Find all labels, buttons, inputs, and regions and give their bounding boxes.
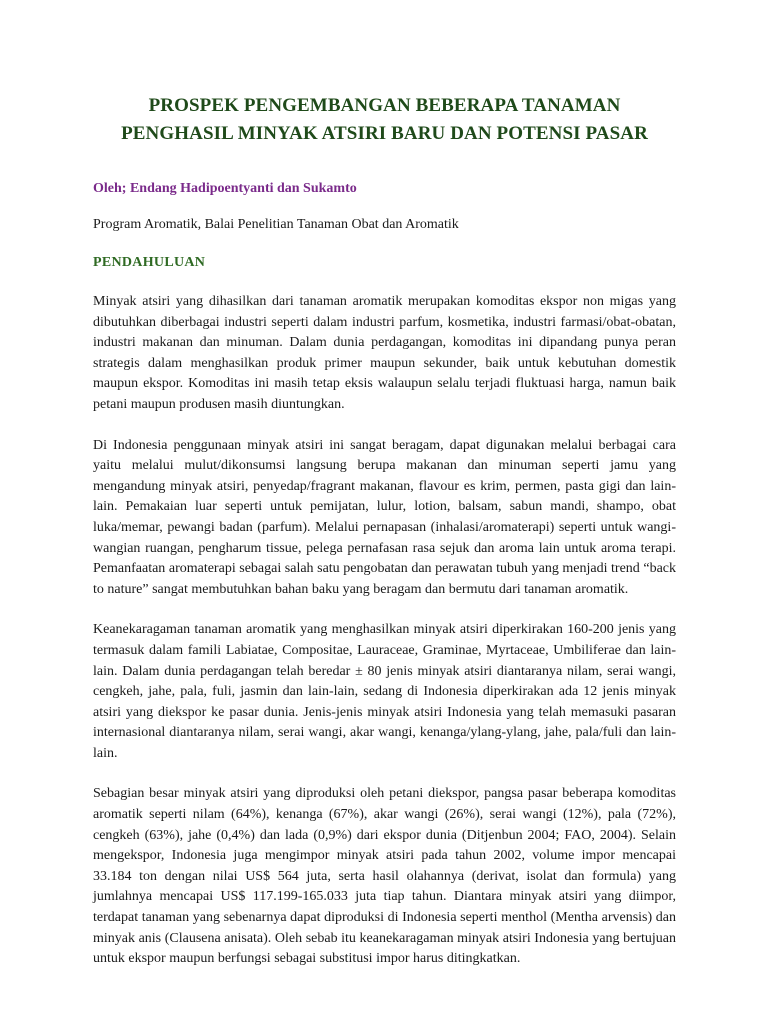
document-title (93, 92, 676, 148)
title-line-2: PENGHASIL MINYAK ATSIRI BARU DAN POTENSI PASAR (121, 123, 648, 144)
title-line-1: PROSPEK PENGEMBANGAN BEBERAPA TANAMAN (148, 95, 621, 116)
paragraph-3: Keanekaragaman tanaman aromatik yang menghasilkan minyak atsiri diperkirakan 160-200 jenis yang termasuk dalam famili Labiatae, Compositae, Lauraceae, Graminae, Myrtaceae, Umbiliferae dan lain-lain. Dalam dunia perdagangan telah beredar ± 80 jenis minyak atsiri diantaranya nilam, serai wangi, cengkeh, jahe, pala, fuli, jasmin dan lain-lain, sedang di Indonesia diperkirakan ada 12 jenis minyak atsiri yang diekspor ke pasar dunia. Jenis-jenis minyak atsiri Indonesia yang telah memasuki pasaran internasional diantaranya nilam, serai wangi, akar wangi, kenanga/ylang-ylang, jahe, pala/fuli dan lain-lain. (93, 622, 676, 761)
author-line: Oleh; Endang Hadipoentyanti dan Sukamto (93, 181, 357, 196)
document-page (93, 0, 676, 970)
affiliation-line: Program Aromatik, Balai Penelitian Tanaman Obat dan Aromatik (93, 217, 459, 232)
paragraph-1: Minyak atsiri yang dihasilkan dari tanaman aromatik merupakan komoditas ekspor non migas yang dibutuhkan diberbagai industri seperti dalam industri parfum, kosmetika, industri farmasi/obat-obatan, industri makanan dan minuman. Dalam dunia perdagangan, komoditas ini dipandang punya peran strategis dalam menghasilkan produk primer maupun sekunder, baik untuk kebutuhan domestik maupun ekspor. Komoditas ini masih tetap eksis walaupun selalu terjadi fluktuasi harga, namun baik petani maupun produsen masih diuntungkan. (93, 294, 676, 412)
paragraph-4: Sebagian besar minyak atsiri yang diproduksi oleh petani diekspor, pangsa pasar beberapa komoditas aromatik seperti nilam (64%), kenanga (67%), akar wangi (26%), serai wangi (12%), pala (72%), cengkeh (63%), jahe (0,4%) dan lada (0,9%) dari ekspor dunia (Ditjenbun 2004; FAO, 2004). Selain mengekspor, Indonesia juga mengimpor minyak atsiri pada tahun 2002, volume impor mencapai 33.184 ton dengan nilai US$ 564 juta, serta hasil olahannya (derivat, isolat dan formula) yang jumlahnya mencapai US$ 117.199-165.033 juta tiap tahun. Diantara minyak atsiri yang diimpor, terdapat tanaman yang sebenarnya dapat diproduksi di Indonesia seperti menthol (Mentha arvensis) dan minyak anis (Clausena anisata). Oleh sebab itu keanekaragaman minyak atsiri Indonesia yang bertujuan untuk ekspor maupun berfungsi sebagai substitusi impor harus ditingkatkan. (93, 786, 676, 967)
section-heading: PENDAHULUAN (93, 255, 206, 270)
paragraph-2: Di Indonesia penggunaan minyak atsiri ini sangat beragam, dapat digunakan melalui berbagai cara yaitu melalui mulut/dikonsumsi langsung berupa makanan dan minuman seperti jamu yang mengandung minyak atsiri, penyedap/fragrant makanan, flavour es krim, permen, pasta gigi dan lain-lain. Pemakaian luar seperti untuk pemijatan, lulur, lotion, balsam, sabun mandi, shampo, obat luka/memar, pewangi badan (parfum). Melalui pernapasan (inhalasi/aromaterapi) seperti untuk wangi-wangian ruangan, pengharum tissue, pelega pernafasan rasa sejuk dan aroma lain untuk aroma terapi. Pemanfaatan aromaterapi sebagai salah satu pengobatan dan perawatan tubuh yang menjadi trend “back to nature” sangat membutuhkan bahan baku yang beragam dan bermutu dari tanaman aromatik. (93, 437, 676, 597)
